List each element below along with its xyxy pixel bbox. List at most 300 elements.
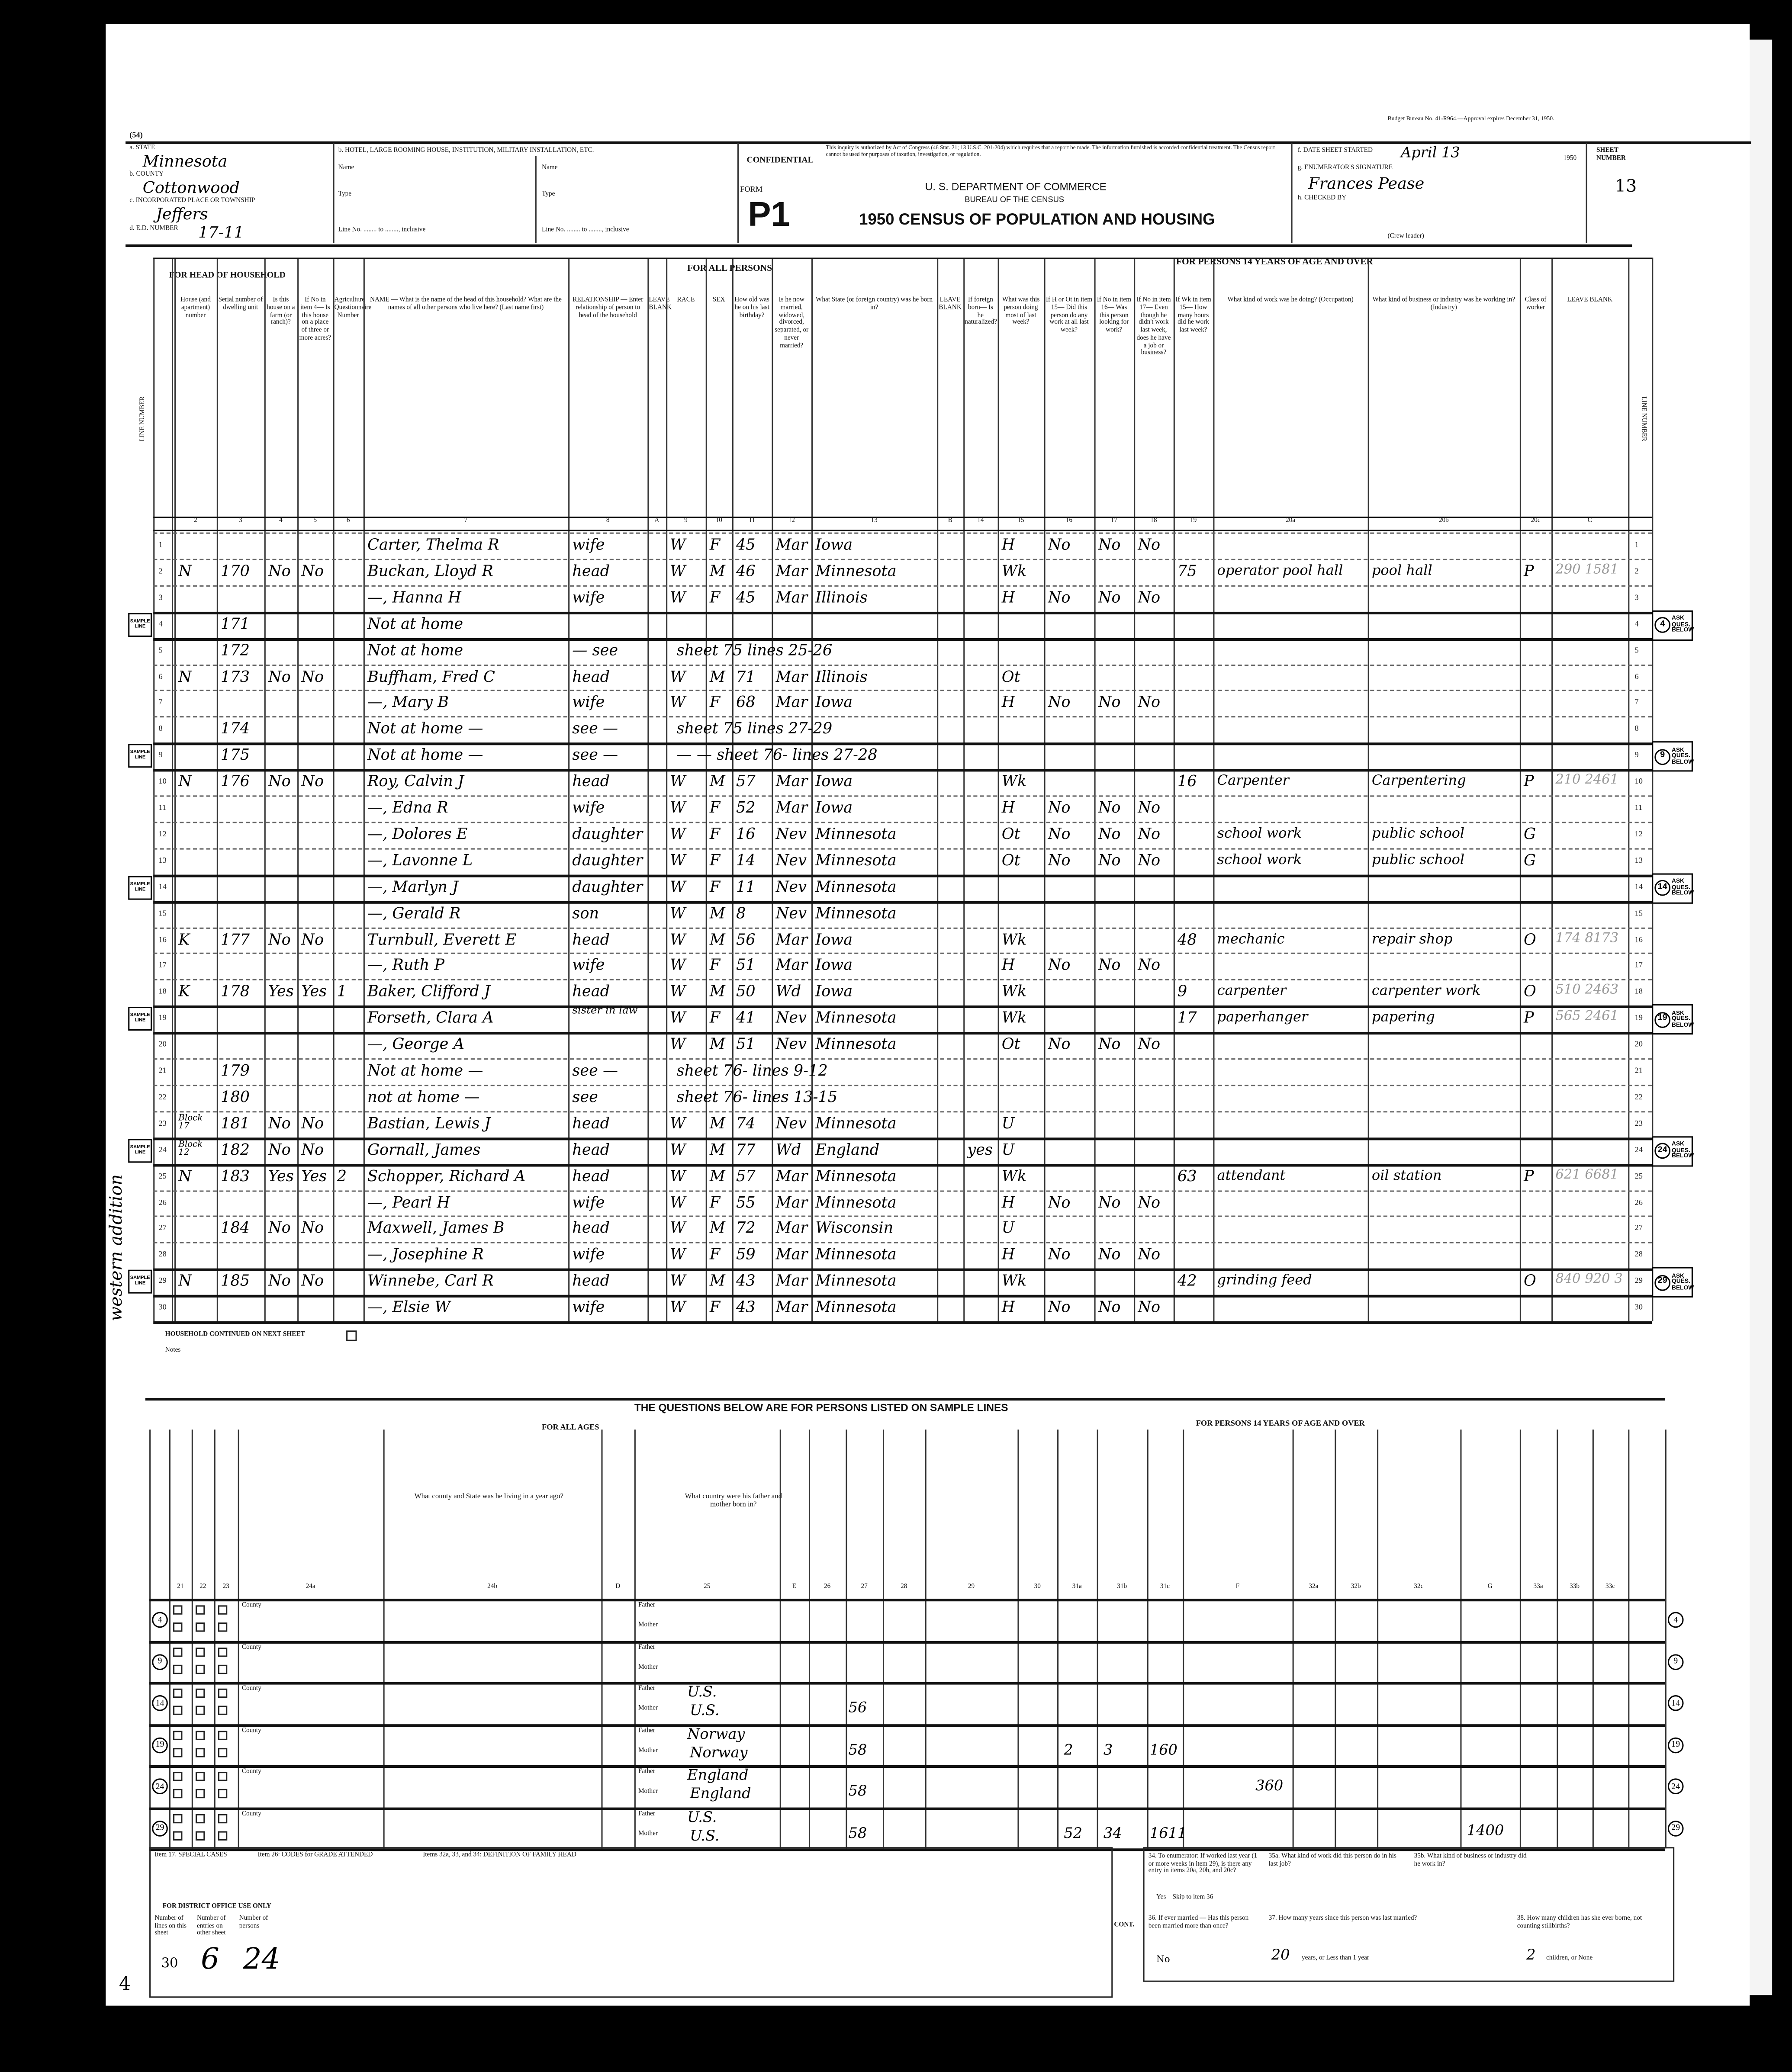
sample-line-number: 29: [152, 1820, 168, 1836]
cell-cls: G: [1524, 824, 1536, 843]
cell-mar: Wd: [775, 982, 801, 1001]
place-label: c. INCORPORATED PLACE OR TOWNSHIP: [129, 198, 255, 205]
cell-mar: Mar: [775, 535, 808, 554]
instructions-box: [149, 1847, 1113, 1998]
ask-questions-below-tab: [1652, 1004, 1693, 1034]
cell-c16: No: [1048, 798, 1071, 817]
cell-c18: No: [1138, 1034, 1161, 1054]
yes-checkbox[interactable]: [196, 1772, 205, 1781]
cell-house: N: [178, 771, 192, 790]
cell-c15: H: [1001, 956, 1015, 974]
cell-rel: head: [572, 771, 610, 790]
line-number: 22: [158, 1094, 167, 1102]
table-row: [0, 585, 1718, 611]
form-number: P1: [748, 194, 790, 234]
line-number-right: 1: [1634, 542, 1639, 550]
cell-mar: Wd: [775, 1140, 801, 1159]
table-row: [0, 1216, 1718, 1243]
ask-ques-label: ASK QUES. BELOW: [1672, 878, 1694, 896]
line-number: 11: [158, 804, 167, 813]
mother-label: Mother: [638, 1789, 658, 1796]
cell-sex: F: [709, 851, 721, 869]
ed-label: d. E.D. NUMBER: [129, 226, 178, 233]
county-label: County: [241, 1603, 261, 1609]
line-number-right: 24: [1634, 1146, 1643, 1155]
cell-serial: 177: [220, 929, 250, 948]
cell-name: —, Elsie W: [367, 1298, 450, 1316]
cell-mar: Mar: [775, 1192, 808, 1211]
cell-c18: No: [1138, 588, 1161, 607]
table-row: [0, 953, 1718, 980]
sample-line-marker: [128, 1270, 152, 1294]
yes-checkbox[interactable]: [218, 1730, 227, 1739]
sample-column-number: 33a: [1533, 1584, 1543, 1591]
table-row: [0, 1163, 1718, 1190]
ask-ques-label: ASK QUES. BELOW: [1672, 1140, 1694, 1160]
no-checkbox[interactable]: [218, 1706, 227, 1715]
column-number: 14: [977, 518, 984, 525]
cell-acres: Yes: [301, 982, 327, 1001]
column-header-label: House (and apartment) number: [180, 297, 211, 319]
table-row: [0, 822, 1718, 848]
sample-line-number-right: 29: [1668, 1820, 1684, 1836]
other-sheet-label: Number of entries on other sheet: [197, 1916, 226, 1937]
cell-mar: Mar: [775, 1271, 808, 1290]
cell-sex: M: [709, 982, 725, 1001]
cell-c15: Wk: [1001, 1166, 1027, 1185]
cell-name: not at home —: [367, 1087, 480, 1106]
cell-age: 72: [736, 1218, 756, 1237]
cell-mar: Mar: [775, 693, 808, 712]
cell-name: —, Hanna H: [367, 588, 461, 607]
cell-rel: see —: [572, 719, 618, 738]
column-number: 7: [464, 518, 468, 525]
no-checkbox[interactable]: [173, 1789, 182, 1798]
cell-occ: carpenter: [1217, 983, 1287, 999]
yes-checkbox[interactable]: [218, 1813, 227, 1822]
column-header-label: RACE: [677, 297, 695, 304]
cell-acres: No: [301, 1271, 324, 1290]
cell-name: Buckan, Lloyd R: [367, 561, 493, 580]
cell-see-note: — — sheet 76- lines 27-28: [676, 745, 878, 764]
cell-c15: Wk: [1001, 929, 1027, 948]
rule: [153, 530, 1652, 531]
father-label: Father: [638, 1686, 656, 1693]
no-checkbox[interactable]: [173, 1831, 182, 1840]
sample-column-number: 32c: [1414, 1584, 1424, 1591]
cell-birth: Minnesota: [815, 903, 897, 922]
cell-ind: Carpentering: [1371, 773, 1466, 789]
line-number: 1: [158, 542, 163, 550]
q35b: 35b. What kind of business or industry did he work in?: [1414, 1854, 1527, 1868]
column-header-label: What kind of business or industry was he working in? (Industry): [1372, 297, 1515, 312]
no-checkbox[interactable]: [218, 1831, 227, 1840]
sample-line-label: SAMPLE LINE: [130, 1144, 150, 1155]
state-value: Minnesota: [142, 152, 228, 170]
line-number-right: 28: [1634, 1251, 1643, 1260]
table-row: [0, 874, 1718, 901]
cell-name: —, Marlyn J: [367, 877, 459, 896]
cell-c16: No: [1048, 1034, 1071, 1054]
column-number: B: [948, 518, 952, 525]
column-header-label: If H or Ot in item 15— Did this person do any work at all last week?: [1046, 297, 1093, 334]
sample-line-number-right: 19: [1668, 1737, 1684, 1753]
q37: 37. How many years since this person was last married?: [1268, 1916, 1417, 1923]
q37-value: 20: [1271, 1946, 1290, 1963]
table-row: [0, 1006, 1718, 1032]
cell-sex: F: [709, 535, 721, 554]
line-number: 13: [158, 857, 167, 865]
cell-mar: Nev: [775, 824, 807, 843]
cell-ind: carpenter work: [1371, 983, 1481, 999]
sample-all-ages: FOR ALL AGES: [542, 1424, 599, 1433]
column-header-label: Is this house on a farm (or ranch)?: [267, 297, 295, 327]
sample-row: [0, 1640, 1718, 1682]
cell-cls: G: [1524, 851, 1536, 869]
cell-c16: No: [1048, 1192, 1071, 1211]
cell-birth: Minnesota: [815, 1008, 897, 1027]
no-checkbox[interactable]: [196, 1748, 205, 1757]
section-14-years: FOR PERSONS 14 YEARS OF AGE AND OVER: [1176, 256, 1373, 267]
line-number-right: 21: [1634, 1067, 1643, 1076]
no-checkbox[interactable]: [218, 1748, 227, 1757]
cell-see-note: sheet 76- lines 13-15: [676, 1087, 838, 1106]
yes-checkbox[interactable]: [196, 1689, 205, 1698]
ask-ques-label: ASK QUES. BELOW: [1672, 1272, 1694, 1291]
cell-c17: No: [1098, 693, 1121, 712]
line-number: 4: [158, 620, 163, 629]
cell-age: 46: [736, 561, 756, 580]
cell-rel: head: [572, 1218, 610, 1237]
line-number-right: 4: [1634, 620, 1639, 629]
yes-checkbox[interactable]: [173, 1605, 182, 1614]
sample-line-marker: [128, 613, 152, 636]
cell-c15: Ot: [1001, 666, 1020, 685]
column-number: 11: [749, 518, 755, 525]
table-row: [0, 900, 1718, 927]
table-row: [0, 1111, 1718, 1137]
line-number-right: 17: [1634, 962, 1643, 970]
cell-ind: oil station: [1371, 1167, 1442, 1183]
cell-birth: Minnesota: [815, 1113, 897, 1132]
lines-label: Number of lines on this sheet: [154, 1916, 187, 1937]
cell-mar: Nev: [775, 851, 807, 869]
column-header-label: What was this person doing most of last week?: [1002, 297, 1040, 327]
q25-label: What country were his father and mother born in?: [685, 1493, 782, 1509]
sample-column-number: F: [1235, 1584, 1240, 1591]
yes-checkbox[interactable]: [196, 1605, 205, 1614]
sample-mother: U.S.: [690, 1826, 720, 1844]
cell-acres: No: [301, 666, 324, 685]
sample-weeks: 2: [1064, 1741, 1073, 1758]
line-number: 6: [158, 673, 163, 681]
cell-c16: No: [1048, 824, 1071, 843]
sheet-label: SHEET NUMBER: [1596, 148, 1626, 162]
cell-c15: Ot: [1001, 851, 1020, 869]
cell-age: 57: [736, 771, 756, 790]
cell-acres: No: [301, 1140, 324, 1159]
line-number-right: 12: [1634, 831, 1643, 839]
sample-line-label: SAMPLE LINE: [130, 1275, 150, 1286]
yes-checkbox[interactable]: [196, 1647, 205, 1656]
cell-race: W: [670, 588, 686, 607]
cell-house: K: [178, 982, 190, 1001]
sample-line-number: 19: [1654, 1012, 1670, 1028]
no-checkbox[interactable]: [173, 1664, 182, 1673]
sample-c31a: 1611: [1149, 1824, 1187, 1841]
ask-questions-below-tab: [1652, 1136, 1693, 1166]
sample-column-number: 33c: [1605, 1584, 1615, 1591]
no-checkbox[interactable]: [196, 1664, 205, 1673]
line-number-label-right: LINE NUMBER: [1639, 396, 1646, 442]
no-checkbox[interactable]: [196, 1831, 205, 1840]
yes-checkbox[interactable]: [173, 1813, 182, 1822]
sample-column-number: 33b: [1570, 1584, 1580, 1591]
cell-mar: Mar: [775, 1245, 808, 1264]
cell-cls: O: [1524, 929, 1536, 948]
line-no-label: Line No. ........ to ........, inclusive: [338, 227, 426, 234]
table-row: [0, 716, 1718, 743]
sample-father: Norway: [687, 1725, 745, 1742]
cell-cls: O: [1524, 982, 1536, 1001]
column-header-label: If No in item 16— Was this person looking for work?: [1097, 297, 1132, 334]
cell-hours: 63: [1177, 1166, 1197, 1185]
enumerator-signature: Frances Pease: [1308, 174, 1425, 193]
no-checkbox[interactable]: [196, 1789, 205, 1798]
cell-name: Roy, Calvin J: [367, 771, 464, 790]
no-checkbox[interactable]: [218, 1789, 227, 1798]
cell-sex: M: [709, 771, 725, 790]
ed-value: 17-11: [198, 223, 244, 242]
sample-row: [0, 1682, 1718, 1723]
line-number-right: 27: [1634, 1225, 1643, 1234]
cell-birth: Minnesota: [815, 1166, 897, 1185]
no-checkbox[interactable]: [173, 1622, 182, 1632]
line-number-right: 25: [1634, 1173, 1643, 1181]
state-label: a. STATE: [129, 145, 155, 152]
cell-rel: head: [572, 929, 610, 948]
cell-occ: grinding feed: [1217, 1272, 1312, 1289]
cell-rel: wife: [572, 693, 605, 712]
cell-c17: No: [1098, 798, 1121, 817]
cell-c15: H: [1001, 588, 1015, 607]
yes-checkbox[interactable]: [173, 1772, 182, 1781]
column-number: 20b: [1438, 518, 1449, 525]
column-header-label: If No in item 4— Is this house on a place of three or more acres?: [299, 297, 331, 342]
table-row: [0, 927, 1718, 953]
cell-birth: Minnesota: [815, 1034, 897, 1054]
column-header-label: LEAVE BLANK: [939, 297, 962, 312]
no-checkbox[interactable]: [196, 1622, 205, 1632]
cell-occ: Carpenter: [1217, 773, 1289, 789]
cell-birth: Iowa: [815, 929, 853, 948]
column-number: 20a: [1285, 518, 1296, 525]
cell-c15: Wk: [1001, 771, 1027, 790]
rule: [153, 517, 1652, 518]
cell-birth: England: [815, 1140, 880, 1159]
cell-agq: 1: [337, 982, 347, 1001]
no-checkbox[interactable]: [218, 1622, 227, 1632]
cell-race: W: [670, 1008, 686, 1027]
cell-ind: public school: [1371, 852, 1465, 868]
cell-sex: M: [709, 929, 725, 948]
cell-serial: 175: [220, 745, 250, 764]
table-row: [0, 980, 1718, 1006]
cell-mar: Mar: [775, 588, 808, 607]
cell-name: Bastian, Lewis J: [367, 1113, 491, 1132]
rule: [153, 1321, 1652, 1324]
special-cases: Item 17. SPECIAL CASES: [154, 1852, 227, 1859]
cell-farm: No: [268, 561, 291, 580]
sample-c32c: 1400: [1467, 1821, 1504, 1839]
persons-label: Number of persons: [239, 1916, 268, 1930]
line-number-right: 23: [1634, 1120, 1643, 1128]
cell-rel: head: [572, 982, 610, 1001]
cell-c18: No: [1138, 1245, 1161, 1264]
line-number-right: 8: [1634, 726, 1639, 734]
cell-rel: wife: [572, 588, 605, 607]
cell-hours: 42: [1177, 1271, 1197, 1290]
table-row: [0, 769, 1718, 796]
column-number: 16: [1065, 518, 1073, 525]
line-number-right: 18: [1634, 989, 1643, 997]
q38: 38. How many children has she ever borne, not counting stillbirths?: [1517, 1916, 1642, 1930]
cell-sex: M: [709, 1271, 725, 1290]
yes-checkbox[interactable]: [218, 1647, 227, 1656]
line-number-right: 6: [1634, 673, 1639, 681]
grade-codes-title: Item 26: CODES for GRADE ATTENDED: [257, 1852, 373, 1859]
checked-label: h. CHECKED BY: [1297, 195, 1347, 202]
column-header-label: SEX: [712, 297, 725, 304]
cell-race: W: [670, 561, 686, 580]
cell-sex: M: [709, 561, 725, 580]
yes-checkbox[interactable]: [196, 1813, 205, 1822]
yes-checkbox[interactable]: [196, 1730, 205, 1739]
cell-rel: daughter: [572, 824, 643, 843]
sample-line-number: 9: [152, 1654, 168, 1670]
column-number: 17: [1110, 518, 1117, 525]
sample-column-number: D: [615, 1584, 621, 1591]
table-row: [0, 664, 1718, 691]
cell-serial: 172: [220, 640, 250, 659]
cell-name: Forseth, Clara A: [367, 1008, 494, 1027]
cell-name: —, Ruth P: [367, 956, 445, 974]
line-number: 8: [158, 726, 163, 734]
cell-age: 77: [736, 1140, 756, 1159]
line-number-right: 10: [1634, 778, 1643, 787]
county-label: b. COUNTY: [129, 171, 164, 179]
cell-house: K: [178, 929, 190, 948]
cell-birth: Minnesota: [815, 1245, 897, 1264]
sample-line-number: 14: [152, 1695, 168, 1711]
line-number: 19: [158, 1015, 167, 1023]
cell-c15: H: [1001, 798, 1015, 817]
line-number-right: 9: [1634, 752, 1639, 760]
cell-c17: No: [1098, 1298, 1121, 1316]
form-label: FORM: [740, 186, 763, 194]
no-checkbox[interactable]: [196, 1706, 205, 1715]
cell-mar: Mar: [775, 929, 808, 948]
mother-label: Mother: [638, 1831, 658, 1837]
yes-checkbox[interactable]: [173, 1647, 182, 1656]
sample-line-number: 4: [1654, 617, 1670, 633]
cell-age: 68: [736, 693, 756, 712]
yes-checkbox[interactable]: [218, 1689, 227, 1698]
cell-c17: No: [1098, 824, 1121, 843]
cell-mar: Mar: [775, 1298, 808, 1316]
cell-occ: attendant: [1217, 1167, 1286, 1183]
sample-14-years: FOR PERSONS 14 YEARS OF AGE AND OVER: [1196, 1420, 1365, 1429]
cell-sex: F: [709, 693, 721, 712]
cell-birth: Minnesota: [815, 1192, 897, 1211]
cell-birth: Minnesota: [815, 851, 897, 869]
ask-questions-below-tab: [1652, 1267, 1693, 1298]
sample-row: [0, 1765, 1718, 1807]
mother-label: Mother: [638, 1664, 658, 1671]
line-number: 18: [158, 989, 167, 997]
q36-answer[interactable]: No: [1156, 1954, 1170, 1965]
no-checkbox[interactable]: [173, 1748, 182, 1757]
line-number: 7: [158, 699, 163, 707]
cell-rel: head: [572, 666, 610, 685]
cell-c15: H: [1001, 1298, 1015, 1316]
sample-line-marker: [128, 876, 152, 899]
household-continued-checkbox[interactable]: [346, 1330, 357, 1341]
cell-mar: Nev: [775, 1008, 807, 1027]
cell-sex: M: [709, 903, 725, 922]
yes-checkbox[interactable]: [218, 1605, 227, 1614]
sample-line-marker: [128, 1007, 152, 1031]
cell-c15: Ot: [1001, 824, 1020, 843]
cell-birth: Iowa: [815, 693, 853, 712]
column-header-label: What kind of work was he doing? (Occupation): [1227, 297, 1354, 304]
cell-name: Schopper, Richard A: [367, 1166, 526, 1185]
ask-ques-label: ASK QUES. BELOW: [1672, 1009, 1694, 1028]
family-head-title: Items 32a, 33, and 34: DEFINITION OF FAMILY HEAD: [423, 1852, 576, 1859]
type-label: Type: [338, 191, 352, 199]
yes-checkbox[interactable]: [173, 1730, 182, 1739]
column-header-label: What State (or foreign country) was he born in?: [816, 297, 933, 312]
cell-code: 840 920 3: [1555, 1272, 1623, 1287]
cell-rel: head: [572, 1113, 610, 1132]
no-checkbox[interactable]: [173, 1706, 182, 1715]
yes-checkbox[interactable]: [218, 1772, 227, 1781]
cell-birth: Illinois: [815, 666, 868, 685]
yes-checkbox[interactable]: [173, 1689, 182, 1698]
cell-c15: Wk: [1001, 982, 1027, 1001]
line-number: 28: [158, 1251, 167, 1260]
column-number: 20c: [1531, 518, 1541, 525]
cell-occ: paperhanger: [1217, 1009, 1308, 1026]
cell-race: W: [670, 1140, 686, 1159]
cell-c18: No: [1138, 851, 1161, 869]
cell-c16: No: [1048, 956, 1071, 974]
cell-race: W: [670, 771, 686, 790]
line-number: 3: [158, 594, 163, 602]
cell-c15: Ot: [1001, 1034, 1020, 1054]
cell-race: W: [670, 693, 686, 712]
q24-label: What county and State was he living in a year ago?: [414, 1493, 564, 1501]
cell-rel: daughter: [572, 851, 643, 869]
sample-c30: 3: [1103, 1741, 1113, 1758]
no-checkbox[interactable]: [218, 1664, 227, 1673]
cell-age: 43: [736, 1298, 756, 1316]
cell-acres: No: [301, 771, 324, 790]
cell-acres: No: [301, 1218, 324, 1237]
cell-house: Block 12: [178, 1138, 203, 1158]
line-number-right: 2: [1634, 568, 1639, 576]
mother-label: Mother: [638, 1622, 658, 1629]
